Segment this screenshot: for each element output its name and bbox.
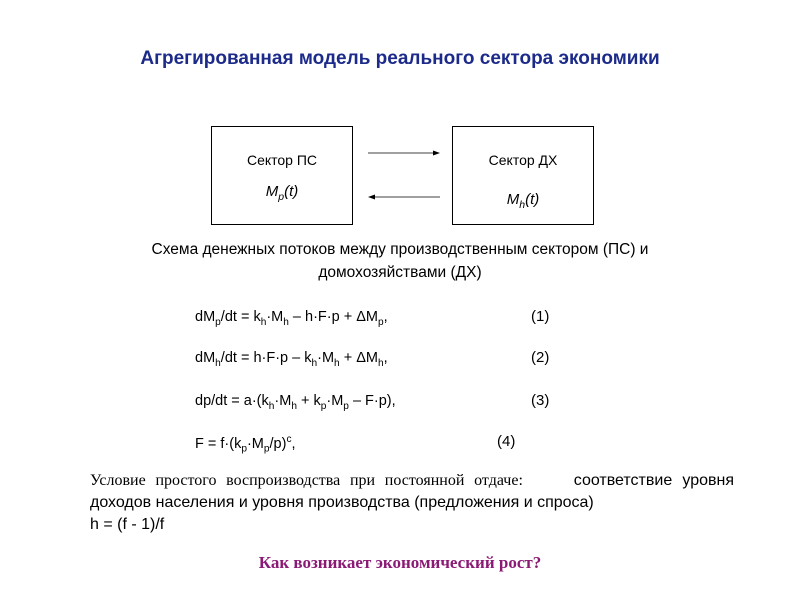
sector-ps-box	[211, 126, 353, 225]
equation-1: $dM_p/dt = k_h\cdot M_h - h\cdot F\cdot p + \Delta M_p$,	[195, 309, 388, 328]
equation-3: $dp/dt = a\cdot(k_h\cdot M_h + k_p\cdot M_p - F\cdot p)$,	[195, 393, 396, 412]
arrow-right-icon	[368, 151, 440, 156]
condition-heading: Условие простого воспроизводства при постоянной отдаче:	[90, 472, 523, 489]
sector-dh-box	[452, 126, 594, 225]
caption-line-2: домохозяйствами (ДХ)	[318, 264, 482, 281]
equation-2: $dM_h/dt = h\cdot F\cdot p - k_h\cdot M_h + \Delta M_h$,	[195, 350, 388, 369]
condition-description: соответствие уровня доходов населения и уровня производства (предложения и спроса)	[90, 472, 735, 511]
sector-ps-label: Сектор ПС	[246, 152, 318, 168]
equation-4-number: (4)	[497, 433, 516, 450]
closing-question: Как возникает экономический рост?	[258, 553, 542, 572]
equation-4: $F = f\cdot(k_p\cdot M_p/p)^c$,	[195, 434, 296, 455]
diagram-caption	[0, 238, 800, 284]
caption-line-1: Схема денежных потоков между производственным сектором (ПС) и	[151, 241, 649, 258]
equation-2-number: (2)	[531, 349, 550, 366]
equation-3-number: (3)	[531, 392, 550, 409]
arrow-left-icon	[368, 195, 440, 200]
sector-dh-variable: $M_h(t)$	[506, 191, 540, 211]
condition-text	[90, 470, 734, 536]
condition-formula: h = (f - 1)/f	[90, 516, 165, 533]
slide-title: Агрегированная модель реального сектора экономики	[140, 48, 660, 69]
sector-ps-variable: $M_p(t)$	[265, 183, 299, 203]
flow-arrows	[360, 145, 450, 205]
equation-1-number: (1)	[531, 308, 550, 325]
sector-dh-label: Сектор ДХ	[488, 152, 558, 168]
